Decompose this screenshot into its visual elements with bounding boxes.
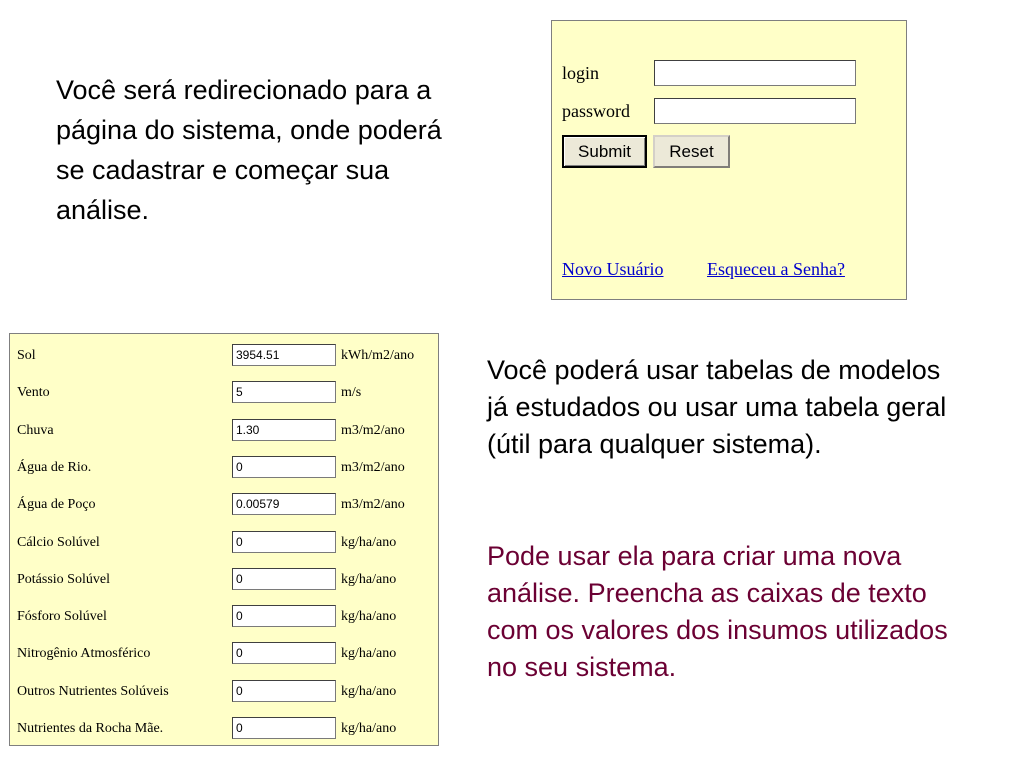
submit-button[interactable]: Submit [562,135,647,168]
instructions-paragraph: Pode usar ela para criar uma nova análise. Preencha as caixas de texto com os valores dos insumos utilizados no seu sistema. [487,541,948,682]
table-row [10,717,438,743]
table-row [10,568,438,594]
row-label: Potássio Solúvel [17,571,110,587]
table-row [10,381,438,407]
row-label: Outros Nutrientes Solúveis [17,683,169,699]
table-row [10,642,438,668]
row-value-input[interactable] [232,680,336,702]
table-row [10,493,438,519]
row-value-input[interactable] [232,568,336,590]
table-row [10,344,438,370]
row-label: Chuva [17,422,54,438]
intro-text: Você será redirecionado para a página do sistema, onde poderá se cadastrar e começar sua análise. [56,75,442,225]
row-label: Água de Rio. [17,459,92,475]
row-label: Cálcio Solúvel [17,534,100,550]
row-label: Fósforo Solúvel [17,609,107,625]
row-value-input[interactable] [232,344,336,366]
table-row [10,456,438,482]
row-unit: m3/m2/ano [341,497,405,513]
row-value-input[interactable] [232,717,336,739]
row-unit: kg/ha/ano [341,571,397,587]
reset-button[interactable]: Reset [653,135,730,168]
row-value-input[interactable] [232,531,336,553]
row-value-input[interactable] [232,642,336,664]
row-unit: m3/m2/ano [341,459,405,475]
password-input[interactable] [654,98,856,124]
row-unit: m/s [341,385,362,401]
row-unit: kg/ha/ano [341,534,397,550]
row-label: Vento [17,385,50,401]
login-panel [551,20,907,300]
password-label: password [562,101,630,121]
new-user-link[interactable]: Novo Usuário [562,259,664,279]
row-unit: kg/ha/ano [341,609,397,625]
row-unit: kg/ha/ano [341,721,397,736]
row-unit: kWh/m2/ano [341,348,415,363]
row-unit: kg/ha/ano [341,683,397,699]
row-value-input[interactable] [232,456,336,478]
forgot-password-link[interactable]: Esqueceu a Senha? [707,259,845,279]
table-row [10,419,438,445]
row-value-input[interactable] [232,605,336,627]
row-value-input[interactable] [232,419,336,441]
row-label: Água de Poço [17,497,96,513]
login-label: login [562,63,600,83]
row-unit: m3/m2/ano [341,422,405,438]
row-label: Nitrogênio Atmosférico [17,646,151,662]
model-input-table [9,333,439,746]
table-row [10,605,438,631]
row-value-input[interactable] [232,381,336,403]
table-row [10,531,438,557]
row-value-input[interactable] [232,493,336,515]
login-input[interactable] [654,60,856,86]
table-row [10,680,438,706]
models-paragraph: Você poderá usar tabelas de modelos já estudados ou usar uma tabela geral (útil para qualquer sistema). [487,355,947,459]
row-label: Nutrientes da Rocha Mãe. [17,721,164,736]
row-label: Sol [17,348,36,363]
row-unit: kg/ha/ano [341,646,397,662]
